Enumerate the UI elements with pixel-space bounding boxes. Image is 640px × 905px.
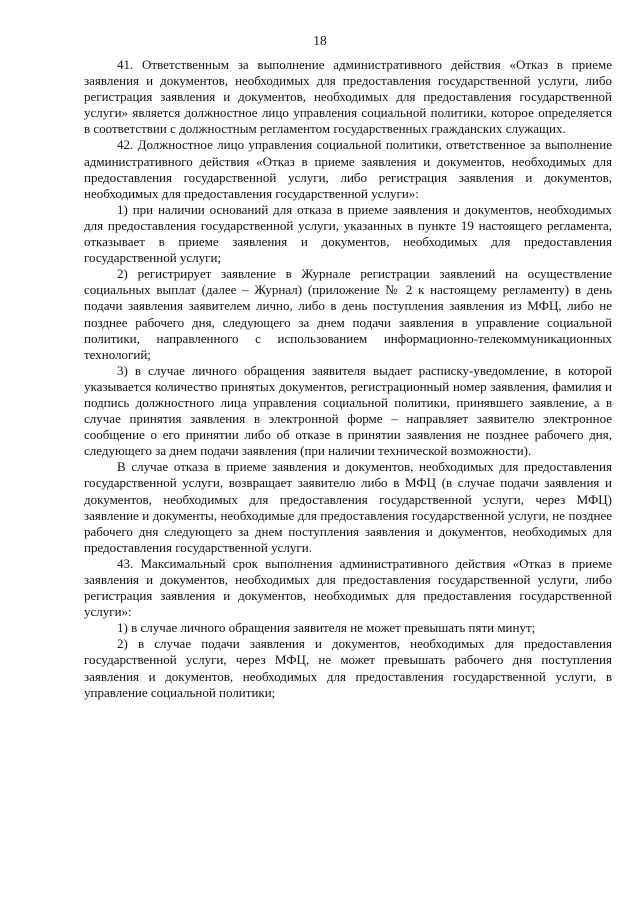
paragraph-43-item-1: 1) в случае личного обращения заявителя не может превышать пяти минут; <box>117 620 536 636</box>
paragraph-42-item-1: 1) при наличии оснований для отказа в приеме заявления и документов, необходимых для предоставления государственной услуги, указанных в пункте 19 настоящего регламента, отказывает в приеме заявления и документов, необходимых для предоставления государственной услуги; <box>84 201 612 266</box>
paragraph-42-item-2: 2) регистрирует заявление в Журнале регистрации заявлений на осуществление социальных выплат (далее – Журнал) (приложение № 2 к настоящему регламенту) в день подачи заявления заявителем лично, либо в день поступления заявления из МФЦ, либо не позднее рабочего дня, следующего за днем подачи заявления в управление социальной политики, направленного с использованием информационно-телекоммуникационных технологий; <box>84 266 612 362</box>
paragraph-41: 41. Ответственным за выполнение административного действия «Отказ в приеме заявления и документов, необходимых для предоставления государственной услуги, либо регистрация заявления и документов, необходимых для предоставления государственной услуги» является должностное лицо управления социальной политики, которое определяется в соответствии с должностным регламентом государственных гражданских служащих. <box>84 57 612 137</box>
paragraph-refusal-return: В случае отказа в приеме заявления и документов, необходимых для предоставления государственной услуги, возвращает заявителю либо в МФЦ (в случае подачи заявления и документов, необходимых для предоставления государственной услуги, через МФЦ) заявление и документы, необходимые для предоставления государственной услуги, не позднее рабочего дня следующего за днем поступления заявления и документов, необходимых для предоставления государственной услуги. <box>84 459 612 555</box>
paragraph-42: 42. Должностное лицо управления социальной политики, ответственное за выполнение административного действия «Отказ в приеме заявления и документов, необходимых для предоставления государственной услуги, либо регистрация заявления и документов, необходимых для предоставления государственной услуги»: <box>84 137 612 201</box>
paragraph-42-item-3: 3) в случае личного обращения заявителя выдает расписку-уведомление, в которой указывается количество принятых документов, регистрационный номер заявления, фамилия и подпись должностного лица управления социальной политики, принявшего заявление, а в случае принятия заявления в электронной форме – направляет заявителю электронное сообщение о его принятии либо об отказе в принятии заявления не позднее рабочего дня, следующего за днем подачи заявления (при наличии технической возможности). <box>84 362 612 459</box>
page-number: 18 <box>313 33 327 48</box>
paragraph-43: 43. Максимальный срок выполнения административного действия «Отказ в приеме заявления и документов, необходимых для предоставления государственной услуги, либо регистрация заявления и документов, необходимых для предоставления государственной услуги»: <box>84 555 612 620</box>
paragraph-43-item-2: 2) в случае подачи заявления и документов, необходимых для предоставления государственной услуги, через МФЦ, не может превышать рабочего дня поступления заявления и документов, необходимых для предоставления государственной услуги, в управление социальной политики; <box>84 636 612 700</box>
document-body <box>84 57 612 701</box>
